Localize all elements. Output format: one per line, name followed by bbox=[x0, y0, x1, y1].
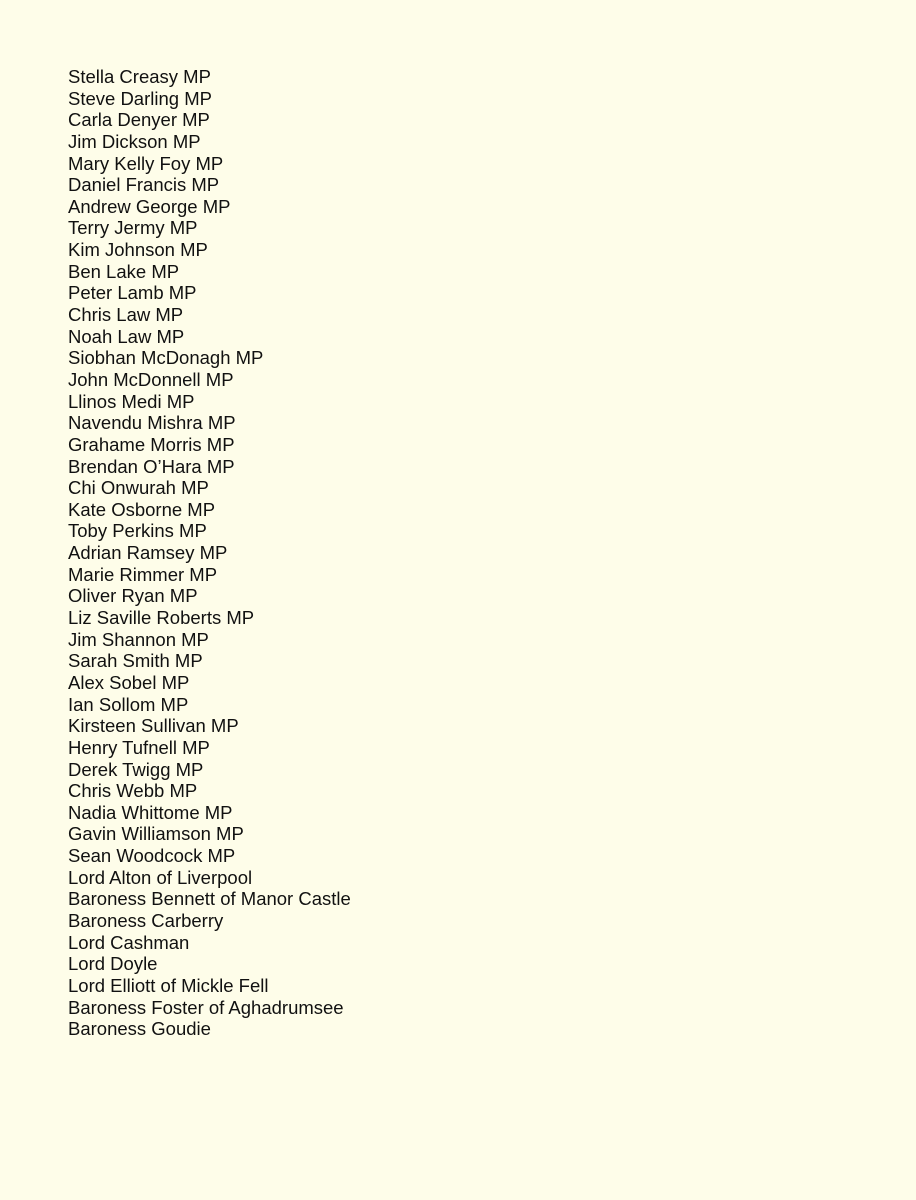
signatory-name: Andrew George MP bbox=[68, 195, 231, 217]
signatory-name: Noah Law MP bbox=[68, 325, 185, 347]
signatory-name: Ben Lake MP bbox=[68, 260, 180, 282]
signatory-name: Llinos Medi MP bbox=[68, 390, 195, 412]
signatory-name: Gavin Williamson MP bbox=[68, 823, 244, 845]
signatory-name: Baroness Carberry bbox=[68, 909, 224, 931]
signatory-name: Ian Sollom MP bbox=[68, 693, 189, 715]
signatory-name: Chi Onwurah MP bbox=[68, 477, 209, 499]
signatory-name: Terry Jermy MP bbox=[68, 217, 198, 239]
signatory-name: Marie Rimmer MP bbox=[68, 563, 218, 585]
signatory-name: Sarah Smith MP bbox=[68, 650, 203, 672]
signatory-name: Siobhan McDonagh MP bbox=[68, 347, 264, 369]
signatory-name: Liz Saville Roberts MP bbox=[68, 607, 255, 629]
signatory-name: Navendu Mishra MP bbox=[68, 412, 236, 434]
signatory-list bbox=[68, 66, 351, 1040]
signatory-name: Lord Alton of Liverpool bbox=[68, 866, 253, 888]
signatory-name: Kate Osborne MP bbox=[68, 498, 216, 520]
signatory-name: Lord Cashman bbox=[68, 931, 190, 953]
signatory-name: Henry Tufnell MP bbox=[68, 736, 210, 758]
signatory-name: Jim Dickson MP bbox=[68, 130, 201, 152]
signatory-name: Stella Creasy MP bbox=[68, 66, 211, 87]
signatory-name: Jim Shannon MP bbox=[68, 628, 209, 650]
signatory-name: Kim Johnson MP bbox=[68, 239, 208, 261]
signatory-name: Grahame Morris MP bbox=[68, 433, 235, 455]
signatory-name: Alex Sobel MP bbox=[68, 671, 190, 693]
signatory-name: Kirsteen Sullivan MP bbox=[68, 715, 239, 737]
signatory-name: Peter Lamb MP bbox=[68, 282, 197, 304]
signatory-name: Baroness Bennett of Manor Castle bbox=[68, 888, 351, 910]
signatory-name: Steve Darling MP bbox=[68, 87, 212, 109]
signatory-name: Brendan O’Hara MP bbox=[68, 455, 235, 477]
signatory-name: Oliver Ryan MP bbox=[68, 585, 198, 607]
signatory-name: Mary Kelly Foy MP bbox=[68, 152, 224, 174]
signatory-name: Baroness Foster of Aghadrumsee bbox=[68, 996, 344, 1018]
signatory-name: Adrian Ramsey MP bbox=[68, 542, 228, 564]
signatory-name: Nadia Whittome MP bbox=[68, 801, 233, 823]
signatory-name: Carla Denyer MP bbox=[68, 109, 210, 131]
signatory-name: Derek Twigg MP bbox=[68, 758, 204, 780]
signatory-name: Lord Doyle bbox=[68, 953, 158, 975]
signatory-name: Lord Elliott of Mickle Fell bbox=[68, 974, 269, 996]
signatory-name: Sean Woodcock MP bbox=[68, 845, 236, 867]
signatory-name: Toby Perkins MP bbox=[68, 520, 207, 542]
signatory-name: Baroness Goudie bbox=[68, 1018, 211, 1040]
signatory-name: Chris Webb MP bbox=[68, 780, 198, 802]
signatory-name: Daniel Francis MP bbox=[68, 174, 220, 196]
signatory-name: Chris Law MP bbox=[68, 304, 184, 326]
signatory-name: John McDonnell MP bbox=[68, 368, 234, 390]
